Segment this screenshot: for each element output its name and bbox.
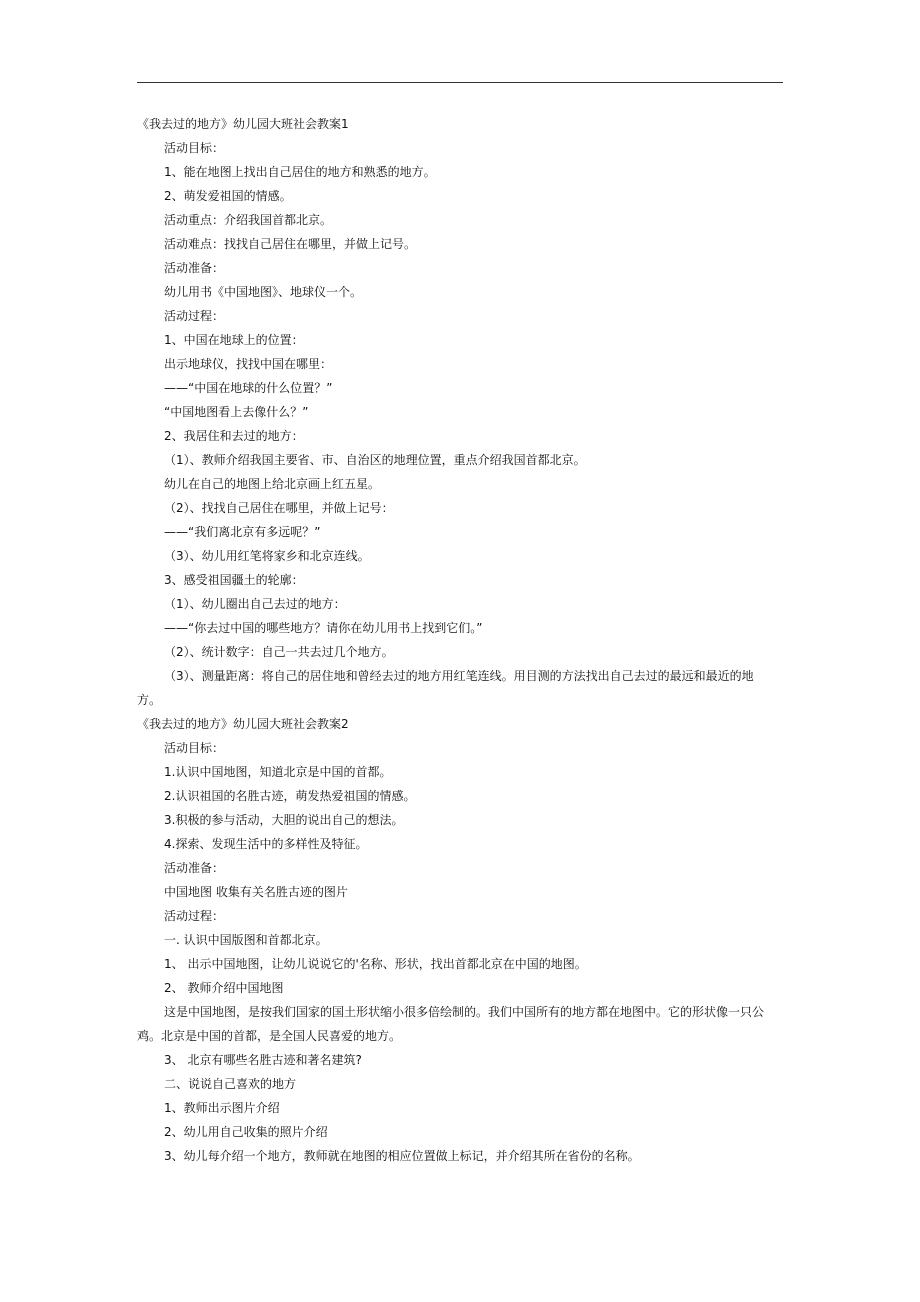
header-rule: [137, 82, 783, 83]
text-line: 二、说说自己喜欢的地方: [164, 1077, 297, 1091]
text-line: 4.探索、发现生活中的多样性及特征。: [164, 837, 368, 851]
text-line: 1、中国在地球上的位置：: [164, 333, 304, 347]
text-line: 《我去过的地方》幼儿园大班社会教案1: [137, 117, 349, 131]
text-line: 活动重点：介绍我国首都北京。: [164, 213, 333, 227]
text-line: 出示地球仪，找找中国在哪里：: [164, 357, 333, 371]
text-line: 活动过程：: [164, 909, 225, 923]
text-line: 3、 北京有哪些名胜古迹和著名建筑?: [164, 1053, 362, 1067]
text-line: 幼儿用书《中国地图》、地球仪一个。: [164, 285, 363, 299]
text-line: 2、 教师介绍中国地图: [164, 981, 284, 995]
text-line: 1.认识中国地图，知道北京是中国的首都。: [164, 765, 392, 779]
text-line: （1）、教师介绍我国主要省、市、自治区的地理位置，重点介绍我国首都北京。: [164, 453, 586, 467]
text-line: 活动准备：: [164, 261, 225, 275]
text-line: 1、能在地图上找出自己居住的地方和熟悉的地方。: [164, 165, 436, 179]
document-body: [137, 112, 783, 1168]
text-line: 活动目标：: [164, 141, 225, 155]
text-line: “中国地图看上去像什么？”: [164, 405, 309, 419]
text-line: （2）、找找自己居住在哪里，并做上记号：: [164, 501, 394, 515]
text-line: 1、教师出示图片介绍: [164, 1101, 280, 1115]
text-line: 这是中国地图，是按我们国家的国土形状缩小很多倍绘制的。我们中国所有的地方都在地图中。它的形状像一只公: [164, 1005, 765, 1019]
text-line: 2、幼儿用自己收集的照片介绍: [164, 1125, 328, 1139]
text-line: 2、萌发爱祖国的情感。: [164, 189, 292, 203]
text-line: 3.积极的参与活动，大胆的说出自己的想法。: [164, 813, 404, 827]
text-line: 2.认识祖国的名胜古迹，萌发热爱祖国的情感。: [164, 789, 416, 803]
text-line: 1、 出示中国地图，让幼儿说说它的'名称、形状，找出首都北京在中国的地图。: [164, 957, 587, 971]
text-line: ——“你去过中国的哪些地方？请你在幼儿用书上找到它们。”: [164, 621, 483, 635]
text-line: ——“中国在地球的什么位置？”: [164, 381, 333, 395]
text-line: 2、我居住和去过的地方：: [164, 429, 304, 443]
text-line: 3、感受祖国疆土的轮廓：: [164, 573, 304, 587]
text-line: 3、幼儿每介绍一个地方，教师就在地图的相应位置做上标记，并介绍其所在省份的名称。: [164, 1149, 640, 1163]
text-line: 一. 认识中国版图和首都北京。: [164, 933, 328, 947]
text-line: 活动准备：: [164, 861, 225, 875]
text-line: （2）、统计数字：自己一共去过几个地方。: [164, 645, 394, 659]
text-line: ——“我们离北京有多远呢？”: [164, 525, 321, 539]
text-line: 活动过程：: [164, 309, 225, 323]
text-line: （1）、幼儿圈出自己去过的地方：: [164, 597, 346, 611]
text-line: 《我去过的地方》幼儿园大班社会教案2: [137, 717, 349, 731]
text-line: （3）、测量距离：将自己的居住地和曾经去过的地方用红笔连线。用目测的方法找出自己去过的最远和最近的地: [164, 669, 754, 683]
text-line: 方。: [137, 693, 162, 707]
text-line: 中国地图 收集有关名胜古迹的图片: [164, 885, 348, 899]
text-line: （3）、幼儿用红笔将家乡和北京连线。: [164, 549, 370, 563]
text-line: 活动目标：: [164, 741, 225, 755]
text-line: 鸡。北京是中国的首都，是全国人民喜爱的地方。: [137, 1029, 402, 1043]
text-line: 活动难点：找找自己居住在哪里，并做上记号。: [164, 237, 417, 251]
text-line: 幼儿在自己的地图上给北京画上红五星。: [164, 477, 381, 491]
